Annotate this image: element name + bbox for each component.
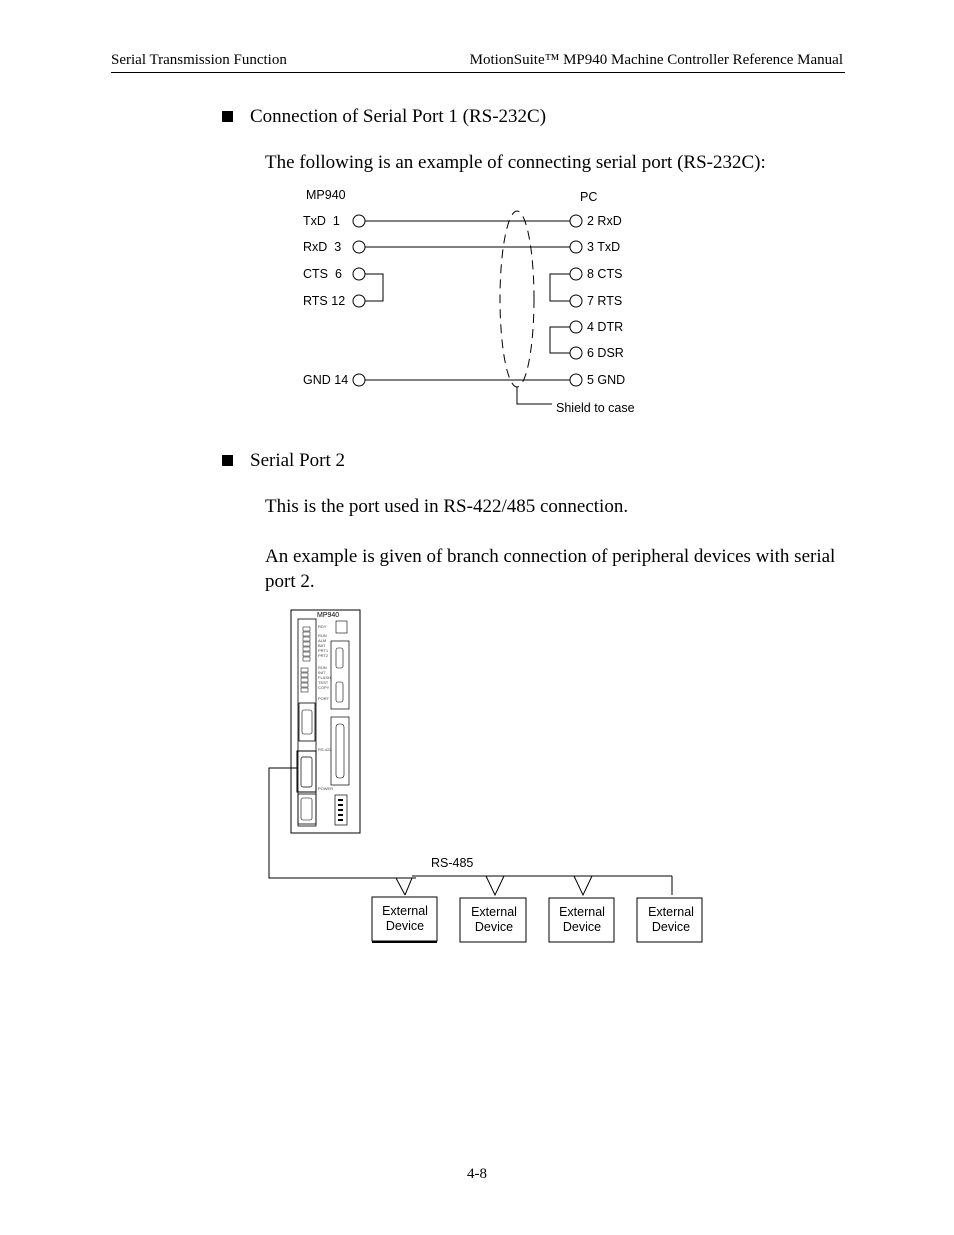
svg-text:External: External bbox=[559, 905, 605, 919]
svg-text:INIT: INIT bbox=[318, 670, 326, 675]
bus-drop-device-1 bbox=[405, 878, 416, 895]
pc-title: PC bbox=[580, 190, 598, 204]
bus-drop-device-2 bbox=[486, 876, 504, 895]
mp940-pin-rxd: RxD 3 bbox=[303, 240, 342, 254]
section-heading-serial-port-2: Serial Port 2 bbox=[250, 450, 345, 471]
pc-pin-dtr: 4 DTR bbox=[587, 320, 624, 334]
pc-terminal-gnd bbox=[570, 374, 582, 386]
mp940-controller-label: MP940 bbox=[317, 612, 340, 619]
running-header-left: Serial Transmission Function bbox=[111, 52, 287, 68]
external-device-3 bbox=[549, 898, 614, 942]
shield-to-case-label: Shield to case bbox=[556, 401, 635, 415]
svg-text:PRT2: PRT2 bbox=[318, 653, 329, 658]
pc-terminal-txd bbox=[570, 241, 582, 253]
mp940-terminal-rts bbox=[353, 295, 365, 307]
mp940-pin-txd: TxD 1 bbox=[303, 214, 340, 228]
pc-pin-txd: 3 TxD bbox=[587, 240, 621, 254]
external-device-2 bbox=[460, 898, 526, 942]
mp940-terminal-txd bbox=[353, 215, 365, 227]
pc-pin-rts: 7 RTS bbox=[587, 294, 623, 308]
section-paragraph-branch-example: An example is given of branch connection of peripheral devices with serial port 2. bbox=[265, 546, 836, 592]
svg-text:PORT: PORT bbox=[318, 696, 330, 701]
pc-pin-rxd: 2 RxD bbox=[587, 214, 622, 228]
rs485-bus-label: RS-485 bbox=[431, 856, 474, 870]
section-paragraph-port-usage: This is the port used in RS-422/485 connection. bbox=[265, 496, 629, 517]
svg-text:External: External bbox=[471, 905, 517, 919]
svg-text:PRT1: PRT1 bbox=[318, 648, 329, 653]
svg-text:Device: Device bbox=[385, 919, 425, 933]
svg-text:Device: Device bbox=[651, 920, 691, 934]
bus-drop-device-3 bbox=[574, 876, 592, 895]
svg-text:ALM: ALM bbox=[318, 638, 327, 643]
svg-text:RUN: RUN bbox=[318, 633, 327, 638]
svg-text:FLASH: FLASH bbox=[318, 675, 331, 680]
svg-text:BAT: BAT bbox=[318, 643, 326, 648]
bullet-square-icon bbox=[222, 455, 233, 466]
external-device-4 bbox=[637, 898, 702, 942]
page-number: 4-8 bbox=[467, 1166, 487, 1182]
mp940-controller-body bbox=[291, 610, 360, 833]
mp940-pin-gnd: GND 14 bbox=[303, 373, 349, 387]
jumper-cts-rts-pc bbox=[550, 274, 570, 301]
running-header-right: MotionSuite™ MP940 Machine Controller Reference Manual bbox=[469, 52, 843, 68]
jumper-dtr-dsr-pc bbox=[550, 327, 570, 353]
rs232c-wiring-diagram bbox=[0, 0, 954, 440]
pc-terminal-dsr bbox=[570, 347, 582, 359]
rs485-branch-diagram bbox=[0, 600, 954, 950]
pc-terminal-rts bbox=[570, 295, 582, 307]
mp940-title: MP940 bbox=[306, 188, 346, 202]
pc-pin-cts: 8 CTS bbox=[587, 267, 623, 281]
mp940-terminal-rxd bbox=[353, 241, 365, 253]
svg-text:RUN: RUN bbox=[318, 665, 327, 670]
svg-text:TEST: TEST bbox=[318, 680, 329, 685]
section-intro-serial-port-1: The following is an example of connecting serial port (RS-232C): bbox=[265, 152, 766, 173]
svg-text:Device: Device bbox=[474, 920, 514, 934]
pc-terminal-dtr bbox=[570, 321, 582, 333]
svg-text:RS-422: RS-422 bbox=[318, 747, 332, 752]
section-heading-serial-port-1: Connection of Serial Port 1 (RS-232C) bbox=[250, 106, 547, 127]
pc-pin-gnd: 5 GND bbox=[587, 373, 626, 387]
pc-pin-dsr: 6 DSR bbox=[587, 346, 624, 360]
cable-shield-ellipse bbox=[500, 211, 534, 387]
jumper-cts-rts-mp940 bbox=[365, 274, 383, 301]
svg-text:COPY: COPY bbox=[318, 685, 330, 690]
svg-text:Device: Device bbox=[562, 920, 602, 934]
external-device-1 bbox=[372, 897, 437, 942]
mp940-terminal-cts bbox=[353, 268, 365, 280]
svg-text:External: External bbox=[382, 904, 428, 918]
mp940-pin-cts: CTS 6 bbox=[303, 267, 342, 281]
mp940-pin-rts: RTS 12 bbox=[303, 294, 346, 308]
svg-text:RDY: RDY bbox=[318, 624, 327, 629]
svg-text:External: External bbox=[648, 905, 694, 919]
mp940-terminal-gnd bbox=[353, 374, 365, 386]
shield-lead-line bbox=[517, 387, 552, 404]
pc-terminal-cts bbox=[570, 268, 582, 280]
pc-terminal-rxd bbox=[570, 215, 582, 227]
svg-text:POWER: POWER bbox=[318, 786, 334, 791]
